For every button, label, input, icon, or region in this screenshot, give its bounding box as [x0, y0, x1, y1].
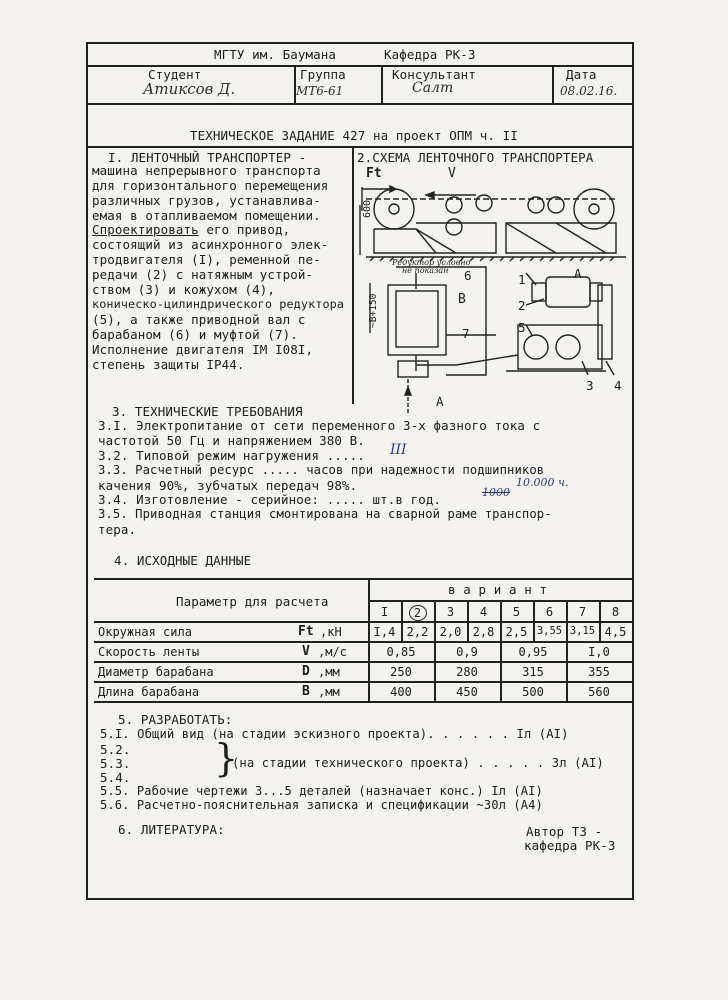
requirement-item: 3.3. Расчетный ресурс ..... часов при надежности подшипников — [98, 463, 545, 477]
student-label: Студент — [148, 67, 202, 82]
callout-6: 6 — [464, 268, 472, 283]
author-line-2: кафедра РК-3 — [524, 838, 616, 853]
table-cell: 355 — [588, 665, 610, 679]
section-a-top: A — [574, 266, 582, 281]
callout-3: 3 — [586, 378, 594, 393]
reducer-note-2: не показан — [402, 266, 449, 275]
row-symbol: Ft — [298, 624, 314, 639]
row-symbol: D — [302, 664, 310, 679]
group-label: Группа — [300, 67, 346, 82]
section2-heading: 2.СХЕМА ЛЕНТОЧНОГО ТРАНСПОРТЕРА — [357, 150, 594, 165]
table-cell: 450 — [456, 685, 478, 699]
table-cell: 0,85 — [386, 645, 416, 659]
requirement-item: частотой 50 Гц и напряжением 380 В. — [98, 433, 365, 448]
row-unit: ,мм — [318, 685, 340, 699]
section1-line: ством (3) и кожухом (4), — [92, 282, 276, 297]
design-word: Спроектировать — [92, 222, 199, 237]
row-unit: ,кН — [320, 625, 342, 639]
document-title: ТЕХНИЧЕСКОЕ ЗАДАНИЕ 427 на проект ОПМ ч. II — [190, 128, 518, 143]
section-divider — [352, 146, 354, 404]
table-cell: 280 — [456, 665, 478, 679]
table-cell: 3,55 — [536, 625, 563, 637]
variant-header: в а р и а н т — [448, 582, 548, 597]
date-label: Дата — [566, 67, 597, 82]
callout-4: 4 — [614, 378, 622, 393]
row-name: Диаметр барабана — [98, 665, 214, 679]
callout-2: 2 — [518, 298, 526, 313]
deliverable-item: 5.I. Общий вид (на стадии эскизного проекта). . . . . . Iл (AI) — [100, 727, 569, 741]
callout-7: 7 — [462, 326, 470, 341]
requirement-item: 3.4. Изготовление - серийное: ..... шт.в год. — [98, 492, 442, 507]
callout-5: 5 — [518, 320, 526, 335]
date-value: 08.02.16. — [560, 84, 618, 98]
reducer-note-1: Редуктор условно — [392, 258, 471, 267]
design-rest: его привод, — [198, 222, 291, 237]
title-divider — [86, 146, 634, 148]
deliverable-brace-text: (на стадии технического проекта) . . . . . 3л (AI) — [232, 756, 604, 770]
section1-line: машина непрерывного транспорта — [92, 163, 321, 178]
table-cell: 2,2 — [406, 625, 429, 639]
table-row-line — [94, 681, 632, 683]
header-col-2 — [381, 65, 383, 103]
section6-heading: 6. ЛИТЕРАТУРА: — [118, 822, 225, 837]
variant-number: 3 — [446, 605, 455, 619]
param-header: Параметр для расчета — [176, 594, 329, 609]
dim-600-label: 600 — [362, 199, 373, 218]
header-col-3 — [552, 65, 554, 103]
section1-line: емая в отапливаемом помещении. — [92, 208, 321, 223]
table-row-line — [94, 661, 632, 663]
section1-line: коническо-цилиндрического редуктора — [92, 297, 345, 311]
section-a-bottom: A — [436, 394, 444, 409]
row-symbol: V — [302, 644, 310, 659]
deliverable-item: 5.2. — [100, 742, 131, 757]
author-line-1: Автор ТЗ - — [526, 824, 603, 839]
table-cell: 500 — [522, 685, 544, 699]
velocity-label: V — [448, 166, 456, 181]
table-cell: 2,0 — [439, 625, 462, 639]
requirement-item: 3.I. Электропитание от сети переменного 3-х фазного тока с — [98, 418, 541, 433]
institution: МГТУ им. Баумана — [214, 47, 337, 62]
row-name: Скорость ленты — [98, 645, 200, 659]
department: Кафедра РК-3 — [384, 47, 476, 62]
consultant-signature: Салт — [412, 80, 454, 96]
table-top-line — [94, 578, 632, 580]
section1-line: барабаном (6) и муфтой (7). — [92, 327, 298, 342]
deliverable-item: 5.3. — [100, 756, 131, 771]
deliverable-item: 5.6. Расчетно-пояснительная записка и спецификации ~30л (A4) — [100, 798, 543, 812]
row-unit: ,мм — [318, 665, 340, 679]
section1-line: (5), а также приводной вал с — [92, 312, 306, 327]
table-col-line — [368, 578, 370, 701]
section1-line: состоящий из асинхронного элек- — [92, 237, 329, 252]
requirement-item: тера. — [98, 522, 137, 537]
table-bottom-line — [94, 701, 632, 703]
table-cell: 560 — [588, 685, 610, 699]
group-value: МТ6-61 — [296, 84, 344, 98]
variant-number: 8 — [611, 605, 620, 619]
requirement-item: качения 90%, зубчатых передач 98%. — [98, 478, 358, 493]
row-symbol: B — [302, 684, 310, 699]
row-unit: ,м/с — [318, 645, 347, 659]
row-name: Окружная сила — [98, 625, 192, 639]
student-name: Атиксов Д. — [143, 80, 236, 98]
dim-b150-label: ~B+150 — [368, 293, 379, 328]
table-header-line — [94, 621, 632, 623]
table-cell: 250 — [390, 665, 412, 679]
variant-selected-number: 2 — [409, 605, 427, 621]
drum-length-b: B — [458, 292, 466, 307]
table-cell: 400 — [390, 685, 412, 699]
table-cell: 2,5 — [505, 625, 528, 639]
row-name: Длина барабана — [98, 685, 200, 699]
requirement-item: 3.2. Типовой режим нагружения ..... — [98, 448, 365, 463]
table-cell: 315 — [522, 665, 544, 679]
variant-number: 4 — [479, 605, 488, 619]
section3-heading: 3. ТЕХНИЧЕСКИЕ ТРЕБОВАНИЯ — [112, 404, 303, 419]
table-row-line — [94, 641, 632, 643]
section1-design-line — [92, 222, 290, 237]
variant-number: 5 — [512, 605, 521, 619]
variant-number: 7 — [578, 605, 587, 619]
force-label: Ft — [366, 166, 382, 181]
table-cell: 2,8 — [472, 625, 495, 639]
variant-number: I — [380, 605, 389, 619]
hand-resource: 10.000 ч. — [516, 476, 569, 489]
hand-qty: 1000 — [482, 486, 510, 499]
header-divider-2 — [86, 103, 634, 105]
table-cell: I,4 — [373, 625, 396, 639]
section1-line: Исполнение двигателя IM I08I, — [92, 342, 314, 357]
callout-1: 1 — [518, 272, 526, 287]
section1-line: для горизонтального перемещения — [92, 178, 329, 193]
variant-number-selected — [401, 605, 434, 621]
table-cell: 0,9 — [456, 645, 478, 659]
requirement-item: 3.5. Приводная станция смонтирована на сварной раме транспор- — [98, 507, 552, 521]
hand-mode: III — [390, 442, 407, 458]
section1-line: редачи (2) с натяжным устрой- — [92, 267, 314, 282]
section1-line: тродвигателя (I), ременной пе- — [92, 252, 321, 267]
section1-line: степень защиты IP44. — [92, 357, 245, 372]
table-cell: I,0 — [588, 645, 610, 659]
brace-glyph: } — [214, 736, 239, 780]
section1-heading: I. ЛЕНТОЧНЫЙ ТРАНСПОРТЕР - — [108, 150, 307, 165]
deliverable-item: 5.4. — [100, 770, 131, 785]
table-cell: 4,5 — [604, 625, 627, 639]
consultant-label: Консультант — [392, 67, 476, 82]
table-cell: 3,15 — [569, 625, 596, 637]
section1-line: различных грузов, устанавлива- — [92, 193, 321, 208]
section4-heading: 4. ИСХОДНЫЕ ДАННЫЕ — [114, 553, 252, 568]
variant-number: 6 — [545, 605, 554, 619]
section5-heading: 5. РАЗРАБОТАТЬ: — [118, 712, 233, 727]
deliverable-item: 5.5. Рабочие чертежи 3...5 деталей (назначает конс.) Iл (AI) — [100, 784, 543, 798]
table-cell: 0,95 — [518, 645, 548, 659]
